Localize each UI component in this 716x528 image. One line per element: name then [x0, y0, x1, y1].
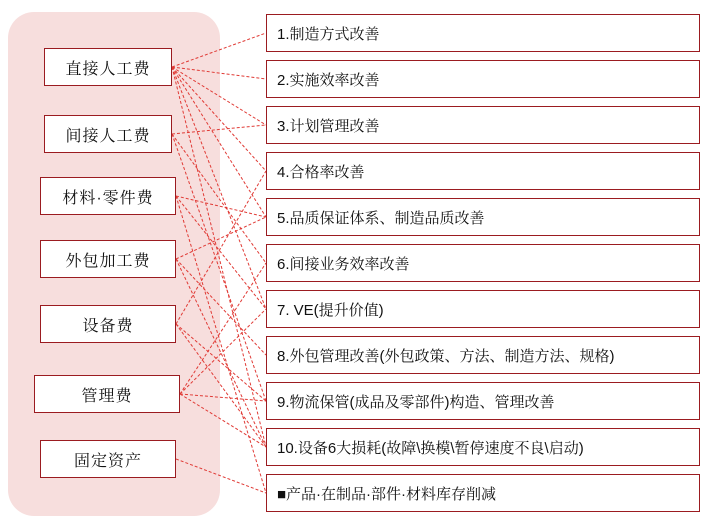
cost-item-3[interactable]: 材料·零件费	[40, 177, 176, 215]
improvement-item-3[interactable]: 3.计划管理改善	[266, 106, 700, 144]
cost-item-2[interactable]: 间接人工费	[44, 115, 172, 153]
improvement-item-2[interactable]: 2.实施效率改善	[266, 60, 700, 98]
improvement-item-8[interactable]: 8.外包管理改善(外包政策、方法、制造方法、规格)	[266, 336, 700, 374]
cost-item-6[interactable]: 管理费	[34, 375, 180, 413]
improvement-item-1[interactable]: 1.制造方式改善	[266, 14, 700, 52]
improvement-item-6[interactable]: 6.间接业务效率改善	[266, 244, 700, 282]
cost-item-4[interactable]: 外包加工费	[40, 240, 176, 278]
cost-item-7[interactable]: 固定资产	[40, 440, 176, 478]
cost-item-1[interactable]: 直接人工费	[44, 48, 172, 86]
improvement-item-5[interactable]: 5.品质保证体系、制造品质改善	[266, 198, 700, 236]
cost-item-5[interactable]: 设备费	[40, 305, 176, 343]
improvement-item-11[interactable]: ■产品·在制品·部件·材料库存削减	[266, 474, 700, 512]
improvement-item-7[interactable]: 7. VE(提升价值)	[266, 290, 700, 328]
improvement-item-9[interactable]: 9.物流保管(成品及零部件)构造、管理改善	[266, 382, 700, 420]
improvement-item-4[interactable]: 4.合格率改善	[266, 152, 700, 190]
improvement-item-10[interactable]: 10.设备6大损耗(故障\换模\暂停速度不良\启动)	[266, 428, 700, 466]
